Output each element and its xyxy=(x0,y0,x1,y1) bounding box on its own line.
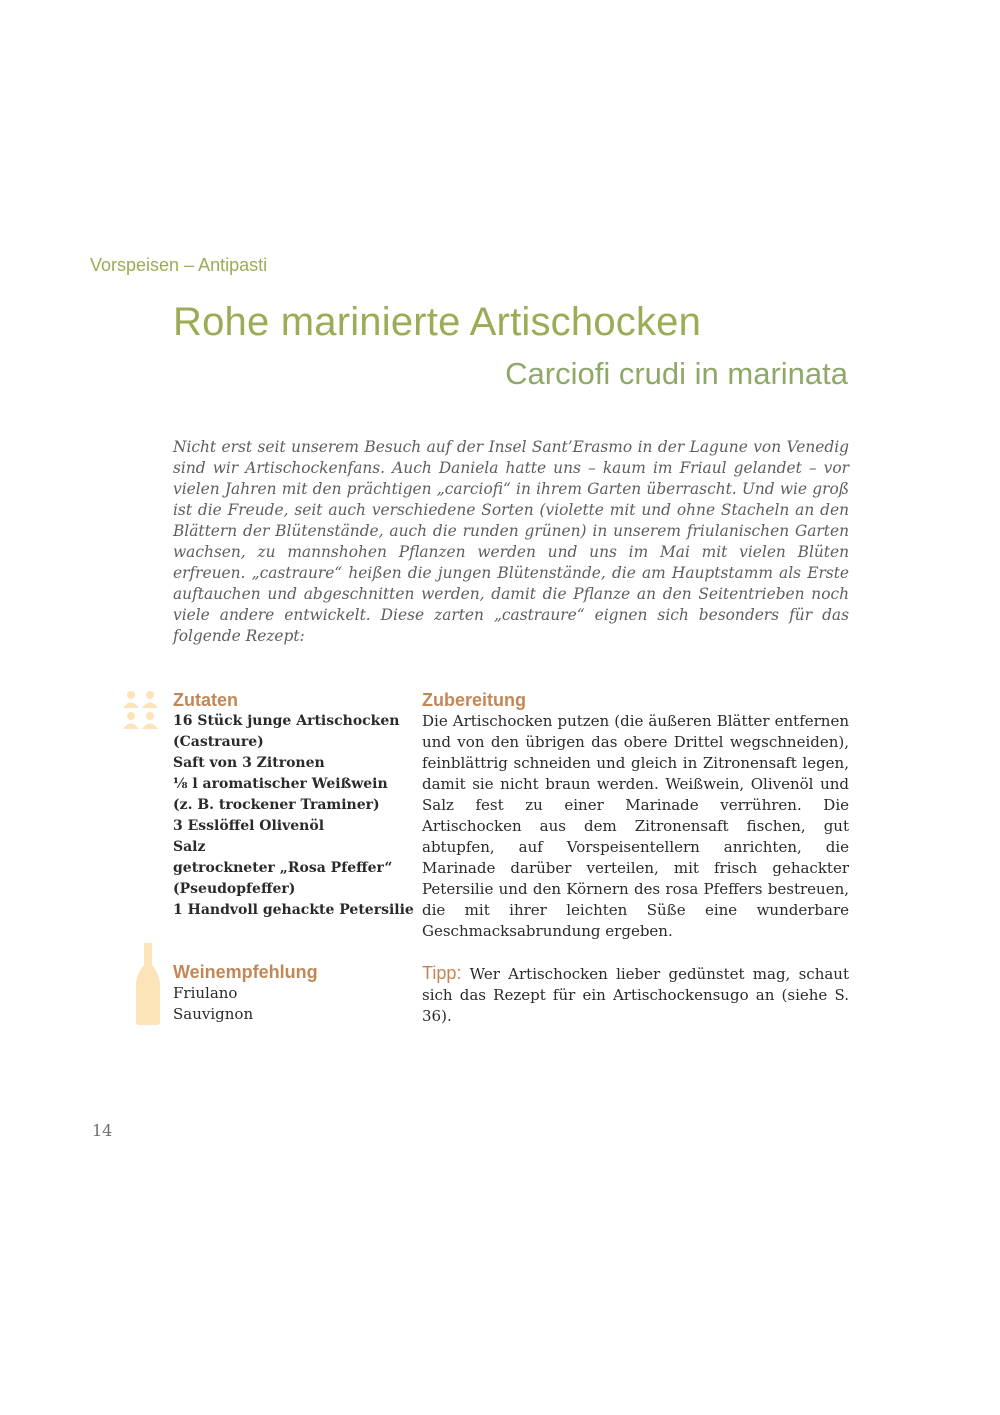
ingredients-list xyxy=(173,711,413,921)
page-number: 14 xyxy=(92,1121,113,1140)
people-icon xyxy=(122,690,160,732)
tip-paragraph xyxy=(422,963,849,1027)
ingredient-item: 16 Stück junge Artischocken xyxy=(173,713,400,729)
section-label: Vorspeisen – Antipasti xyxy=(90,255,268,275)
ingredient-item: (Castraure) xyxy=(173,734,264,750)
preparation-text: Die Artischocken putzen (die äußeren Blätter entfernen und von den übrigen das obere Drittel wegschneiden), feinblättrig schneiden und gleich in Zitronensaft legen, damit sie nicht braun werden. Weißwein, Olivenöl und Salz fest zu einer Marinade verrühren. Die Artischocken aus dem Zitronensaft fischen, gut abtupfen, auf Vorspeisentellern anrichten, die Marinade darüber verteilen, mit frisch gehackter Petersilie und den Körnern des rosa Pfeffers bestreuen, die mit ihrer leichten Süße eine wunderbare Geschmacksabrundung ergeben. xyxy=(422,712,849,940)
recipe-subtitle: Carciofi crudi in marinata xyxy=(505,356,848,391)
ingredient-item: (Pseudopfeffer) xyxy=(173,881,296,897)
tip-label: Tipp: xyxy=(422,963,462,983)
preparation-section xyxy=(422,689,849,1027)
ingredient-item: Saft von 3 Zitronen xyxy=(173,755,325,771)
wine-item: Sauvignon xyxy=(173,1005,254,1023)
wine-item: Friulano xyxy=(173,984,238,1002)
ingredient-item: getrockneter „Rosa Pfeffer“ xyxy=(173,860,393,876)
ingredients-heading: Zutaten xyxy=(173,690,238,710)
preparation-heading: Zubereitung xyxy=(422,690,526,710)
ingredient-item: Salz xyxy=(173,839,206,855)
wine-heading: Weinempfehlung xyxy=(173,962,318,982)
wine-section xyxy=(173,961,393,1025)
ingredient-item: 1 Handvoll gehackte Petersilie xyxy=(173,902,414,918)
ingredients-section xyxy=(173,689,413,921)
tip-text: Wer Artischocken lieber gedünstet mag, schaut sich das Rezept für ein Artischockensugo an (siehe S. 36). xyxy=(422,965,849,1025)
wine-bottle-icon xyxy=(136,943,160,1025)
intro-paragraph: Nicht erst seit unserem Besuch auf der Insel Sant’Erasmo in der Lagune von Venedig sind wir Artischockenfans. Auch Daniela hatte uns – kaum im Friaul gelandet – vor vielen Jahren mit den prächtigen „carciofi“ in ihrem Garten überrascht. Und wie groß ist die Freude, seit auch verschiedene Sorten (violette mit und ohne Stacheln an den Blättern der Blütenstände, auch die runden grünen) in unserem friulanischen Garten wachsen, zu mannshohen Pflanzen werden und uns im Mai mit vielen Blüten erfreuen. „castraure“ heißen die jungen Blütenstände, die am Hauptstamm als Erste auftauchen und abgeschnitten werden, damit die Pflanze an den Seitentrieben noch viele andere entwickelt. Diese zarten „castraure“ eignen sich besonders für das folgende Rezept: xyxy=(173,438,849,645)
ingredient-item: (z. B. trockener Traminer) xyxy=(173,797,380,813)
recipe-title: Rohe marinierte Artischocken xyxy=(173,300,702,344)
ingredient-item: ⅛ l aromatischer Weißwein xyxy=(173,776,388,792)
ingredient-item: 3 Esslöffel Olivenöl xyxy=(173,818,325,834)
wine-list xyxy=(173,983,393,1025)
